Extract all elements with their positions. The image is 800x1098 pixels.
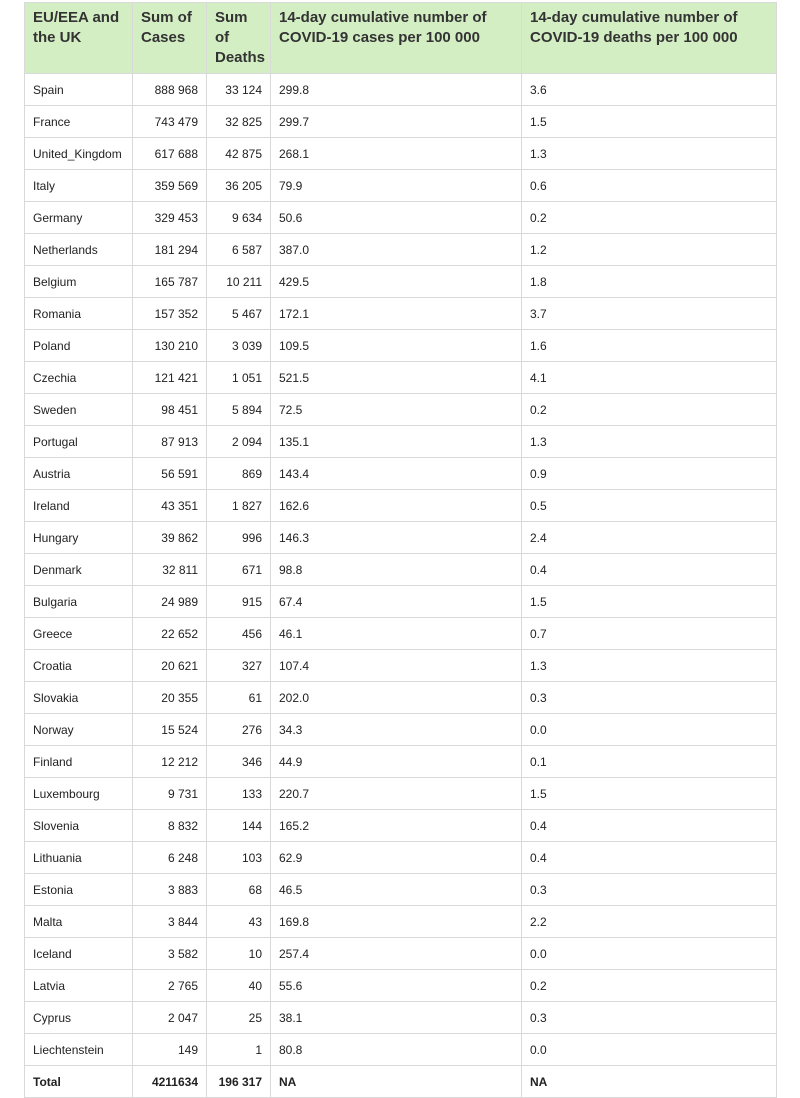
deaths-rate-cell: 3.7 — [522, 298, 777, 330]
table-row — [25, 74, 777, 106]
header-deaths-per-100k: 14-day cumulative number of COVID-19 deaths per 100 000 — [522, 3, 777, 74]
deaths-cell: 5 894 — [207, 394, 271, 426]
table-row — [25, 170, 777, 202]
country-cell: Poland — [25, 330, 133, 362]
deaths-rate-cell: 1.2 — [522, 234, 777, 266]
deaths-rate-cell: 1.5 — [522, 778, 777, 810]
deaths-cell: 144 — [207, 810, 271, 842]
header-sum-deaths: Sum of Deaths — [207, 3, 271, 74]
table-row — [25, 586, 777, 618]
table-row — [25, 618, 777, 650]
cases-cell: 121 421 — [133, 362, 207, 394]
cases-rate-cell: 521.5 — [271, 362, 522, 394]
table-row — [25, 842, 777, 874]
cases-cell: 6 248 — [133, 842, 207, 874]
cases-cell: 359 569 — [133, 170, 207, 202]
cases-cell: 165 787 — [133, 266, 207, 298]
country-cell: Norway — [25, 714, 133, 746]
deaths-rate-cell: 1.3 — [522, 138, 777, 170]
deaths-cell: 456 — [207, 618, 271, 650]
deaths-cell: 32 825 — [207, 106, 271, 138]
deaths-rate-cell: 1.3 — [522, 650, 777, 682]
table-row — [25, 458, 777, 490]
cases-cell: 39 862 — [133, 522, 207, 554]
deaths-cell: 36 205 — [207, 170, 271, 202]
table-row — [25, 682, 777, 714]
deaths-cell: 915 — [207, 586, 271, 618]
country-cell: Belgium — [25, 266, 133, 298]
deaths-rate-cell: 0.2 — [522, 202, 777, 234]
cases-rate-cell: 143.4 — [271, 458, 522, 490]
deaths-rate-cell: 1.3 — [522, 426, 777, 458]
cases-rate-cell: 299.7 — [271, 106, 522, 138]
deaths-rate-cell: 1.5 — [522, 106, 777, 138]
header-sum-cases: Sum of Cases — [133, 3, 207, 74]
cases-rate-cell: 165.2 — [271, 810, 522, 842]
cases-cell: 130 210 — [133, 330, 207, 362]
table-row — [25, 266, 777, 298]
cases-rate-cell: 429.5 — [271, 266, 522, 298]
deaths-rate-cell: 0.3 — [522, 682, 777, 714]
country-cell: Greece — [25, 618, 133, 650]
deaths-rate-cell: 0.5 — [522, 490, 777, 522]
deaths-cell: 25 — [207, 1002, 271, 1034]
cases-rate-cell: 387.0 — [271, 234, 522, 266]
table-row — [25, 650, 777, 682]
cases-cell: 43 351 — [133, 490, 207, 522]
country-cell: Ireland — [25, 490, 133, 522]
table-row — [25, 778, 777, 810]
table-row — [25, 138, 777, 170]
cases-cell: 617 688 — [133, 138, 207, 170]
deaths-cell: 43 — [207, 906, 271, 938]
deaths-rate-cell: 0.3 — [522, 874, 777, 906]
cases-rate-cell: 38.1 — [271, 1002, 522, 1034]
table-row — [25, 906, 777, 938]
cases-cell: 32 811 — [133, 554, 207, 586]
cases-rate-cell: 146.3 — [271, 522, 522, 554]
cases-rate-cell: 299.8 — [271, 74, 522, 106]
table-row — [25, 554, 777, 586]
cases-rate-cell: 169.8 — [271, 906, 522, 938]
deaths-rate-cell: 1.5 — [522, 586, 777, 618]
country-cell: Latvia — [25, 970, 133, 1002]
cases-rate-cell: 46.1 — [271, 618, 522, 650]
deaths-cell: 346 — [207, 746, 271, 778]
cases-rate-cell: 257.4 — [271, 938, 522, 970]
cases-cell: 4211634 — [133, 1066, 207, 1098]
country-cell: Spain — [25, 74, 133, 106]
deaths-rate-cell: 0.9 — [522, 458, 777, 490]
deaths-cell: 33 124 — [207, 74, 271, 106]
table-row — [25, 874, 777, 906]
deaths-cell: 1 051 — [207, 362, 271, 394]
cases-rate-cell: 135.1 — [271, 426, 522, 458]
cases-cell: 56 591 — [133, 458, 207, 490]
table-row — [25, 490, 777, 522]
country-cell: Luxembourg — [25, 778, 133, 810]
table-row — [25, 714, 777, 746]
deaths-cell: 869 — [207, 458, 271, 490]
cases-cell: 3 582 — [133, 938, 207, 970]
country-cell: Lithuania — [25, 842, 133, 874]
cases-rate-cell: 34.3 — [271, 714, 522, 746]
table-row — [25, 746, 777, 778]
country-cell: Hungary — [25, 522, 133, 554]
deaths-rate-cell: 1.6 — [522, 330, 777, 362]
country-cell: Slovenia — [25, 810, 133, 842]
deaths-cell: 10 211 — [207, 266, 271, 298]
deaths-cell: 103 — [207, 842, 271, 874]
header-country: EU/EEA and the UK — [25, 3, 133, 74]
country-cell: Germany — [25, 202, 133, 234]
deaths-cell: 1 827 — [207, 490, 271, 522]
deaths-cell: 6 587 — [207, 234, 271, 266]
cases-rate-cell: 62.9 — [271, 842, 522, 874]
table-row — [25, 1034, 777, 1066]
cases-rate-cell: 55.6 — [271, 970, 522, 1002]
deaths-rate-cell: 0.2 — [522, 394, 777, 426]
country-cell: Estonia — [25, 874, 133, 906]
cases-cell: 87 913 — [133, 426, 207, 458]
country-cell: Netherlands — [25, 234, 133, 266]
country-cell: Slovakia — [25, 682, 133, 714]
deaths-rate-cell: 0.0 — [522, 938, 777, 970]
table-body — [25, 74, 777, 1098]
country-cell: Total — [25, 1066, 133, 1098]
country-cell: Czechia — [25, 362, 133, 394]
table-header — [25, 3, 777, 74]
covid-data-table — [24, 2, 777, 1098]
deaths-cell: 671 — [207, 554, 271, 586]
table-row — [25, 234, 777, 266]
table-row — [25, 202, 777, 234]
deaths-rate-cell: 0.7 — [522, 618, 777, 650]
deaths-cell: 68 — [207, 874, 271, 906]
cases-rate-cell: 172.1 — [271, 298, 522, 330]
deaths-cell: 5 467 — [207, 298, 271, 330]
deaths-rate-cell: 0.3 — [522, 1002, 777, 1034]
deaths-rate-cell: 0.2 — [522, 970, 777, 1002]
deaths-cell: 996 — [207, 522, 271, 554]
cases-rate-cell: 72.5 — [271, 394, 522, 426]
deaths-rate-cell: 0.4 — [522, 842, 777, 874]
cases-cell: 329 453 — [133, 202, 207, 234]
deaths-rate-cell: 0.0 — [522, 1034, 777, 1066]
table-row — [25, 970, 777, 1002]
deaths-cell: 3 039 — [207, 330, 271, 362]
country-cell: Cyprus — [25, 1002, 133, 1034]
header-cases-per-100k: 14-day cumulative number of COVID-19 cases per 100 000 — [271, 3, 522, 74]
deaths-rate-cell: 0.4 — [522, 810, 777, 842]
cases-cell: 2 047 — [133, 1002, 207, 1034]
cases-cell: 24 989 — [133, 586, 207, 618]
country-cell: Malta — [25, 906, 133, 938]
table-row — [25, 1002, 777, 1034]
cases-rate-cell: 220.7 — [271, 778, 522, 810]
deaths-rate-cell: 4.1 — [522, 362, 777, 394]
cases-cell: 149 — [133, 1034, 207, 1066]
deaths-cell: 327 — [207, 650, 271, 682]
cases-rate-cell: 107.4 — [271, 650, 522, 682]
cases-cell: 20 355 — [133, 682, 207, 714]
cases-cell: 743 479 — [133, 106, 207, 138]
deaths-cell: 10 — [207, 938, 271, 970]
deaths-rate-cell: 2.2 — [522, 906, 777, 938]
deaths-cell: 196 317 — [207, 1066, 271, 1098]
cases-cell: 888 968 — [133, 74, 207, 106]
country-cell: France — [25, 106, 133, 138]
cases-cell: 3 883 — [133, 874, 207, 906]
deaths-cell: 61 — [207, 682, 271, 714]
cases-rate-cell: 79.9 — [271, 170, 522, 202]
country-cell: Liechtenstein — [25, 1034, 133, 1066]
deaths-cell: 42 875 — [207, 138, 271, 170]
deaths-rate-cell: 3.6 — [522, 74, 777, 106]
cases-rate-cell: 268.1 — [271, 138, 522, 170]
cases-rate-cell: NA — [271, 1066, 522, 1098]
cases-rate-cell: 162.6 — [271, 490, 522, 522]
country-cell: Denmark — [25, 554, 133, 586]
deaths-cell: 40 — [207, 970, 271, 1002]
cases-cell: 98 451 — [133, 394, 207, 426]
cases-rate-cell: 50.6 — [271, 202, 522, 234]
cases-rate-cell: 44.9 — [271, 746, 522, 778]
cases-cell: 15 524 — [133, 714, 207, 746]
table-row — [25, 330, 777, 362]
deaths-rate-cell: 0.1 — [522, 746, 777, 778]
cases-rate-cell: 202.0 — [271, 682, 522, 714]
deaths-rate-cell: 0.0 — [522, 714, 777, 746]
country-cell: Croatia — [25, 650, 133, 682]
table-row — [25, 394, 777, 426]
cases-rate-cell: 98.8 — [271, 554, 522, 586]
country-cell: Finland — [25, 746, 133, 778]
country-cell: United_Kingdom — [25, 138, 133, 170]
country-cell: Romania — [25, 298, 133, 330]
cases-cell: 3 844 — [133, 906, 207, 938]
cases-cell: 9 731 — [133, 778, 207, 810]
country-cell: Austria — [25, 458, 133, 490]
cases-rate-cell: 80.8 — [271, 1034, 522, 1066]
cases-cell: 20 621 — [133, 650, 207, 682]
deaths-cell: 1 — [207, 1034, 271, 1066]
deaths-cell: 9 634 — [207, 202, 271, 234]
header-row — [25, 3, 777, 74]
country-cell: Iceland — [25, 938, 133, 970]
cases-rate-cell: 67.4 — [271, 586, 522, 618]
country-cell: Italy — [25, 170, 133, 202]
cases-cell: 8 832 — [133, 810, 207, 842]
deaths-rate-cell: 1.8 — [522, 266, 777, 298]
cases-cell: 181 294 — [133, 234, 207, 266]
deaths-rate-cell: 0.4 — [522, 554, 777, 586]
cases-cell: 157 352 — [133, 298, 207, 330]
deaths-rate-cell: 0.6 — [522, 170, 777, 202]
table-row — [25, 426, 777, 458]
deaths-cell: 133 — [207, 778, 271, 810]
table-row — [25, 522, 777, 554]
deaths-cell: 2 094 — [207, 426, 271, 458]
cases-cell: 12 212 — [133, 746, 207, 778]
cases-cell: 22 652 — [133, 618, 207, 650]
country-cell: Bulgaria — [25, 586, 133, 618]
table-row — [25, 298, 777, 330]
cases-rate-cell: 109.5 — [271, 330, 522, 362]
cases-cell: 2 765 — [133, 970, 207, 1002]
deaths-cell: 276 — [207, 714, 271, 746]
country-cell: Sweden — [25, 394, 133, 426]
deaths-rate-cell: NA — [522, 1066, 777, 1098]
cases-rate-cell: 46.5 — [271, 874, 522, 906]
table-row — [25, 106, 777, 138]
table-row — [25, 810, 777, 842]
country-cell: Portugal — [25, 426, 133, 458]
table-row — [25, 938, 777, 970]
deaths-rate-cell: 2.4 — [522, 522, 777, 554]
table-row — [25, 362, 777, 394]
